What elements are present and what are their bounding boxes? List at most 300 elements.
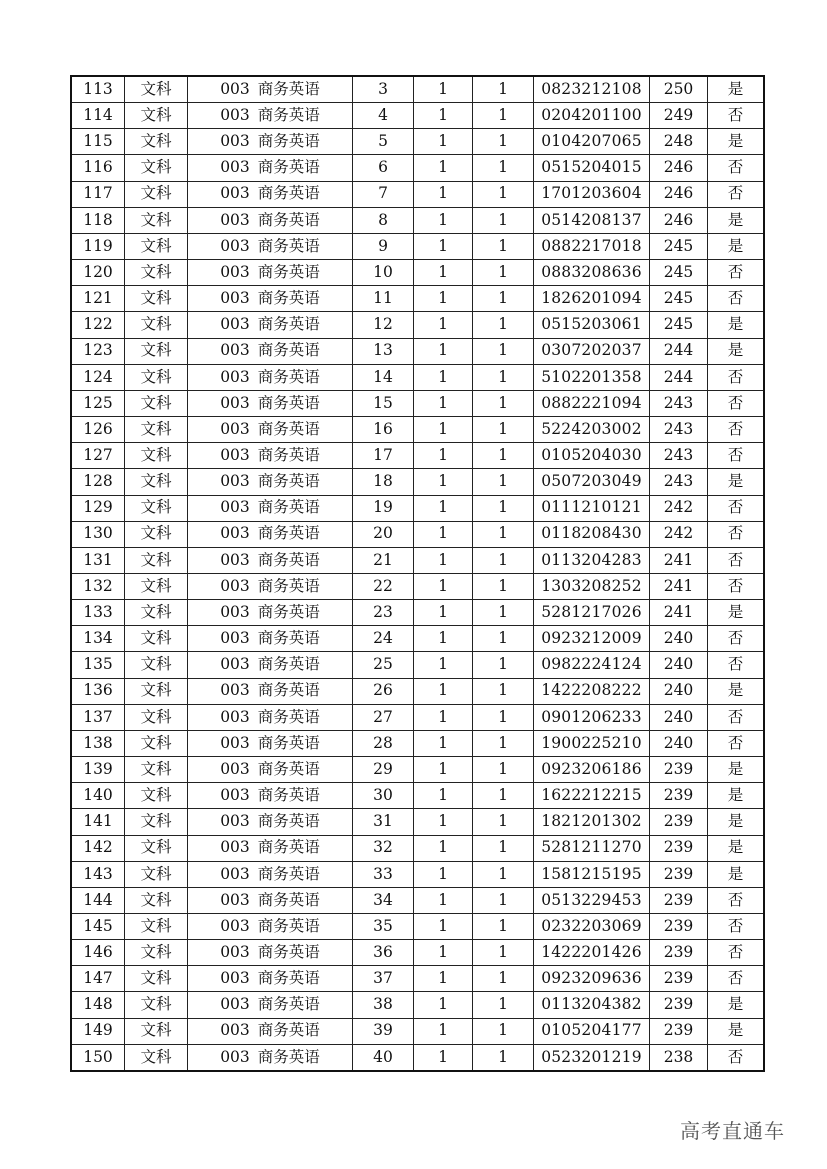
admission-list-sheet [70,75,755,1072]
rank-cell: 39 [353,1018,414,1044]
table-row [71,626,764,652]
major-code: 003 [220,602,250,621]
col-b-cell: 1 [473,233,534,259]
score-cell: 244 [650,338,708,364]
flag-cell: 是 [708,312,765,338]
table-row [71,757,764,783]
score-cell: 244 [650,364,708,390]
col-b-cell: 1 [473,678,534,704]
table-row [71,1018,764,1044]
exam-id-cell: 0514208137 [534,207,650,233]
col-b-cell: 1 [473,1018,534,1044]
col-b-cell: 1 [473,390,534,416]
major-code: 003 [220,367,250,386]
flag-cell: 否 [708,1044,765,1071]
category-cell: 文科 [125,495,188,521]
major-name: 商务英语 [257,655,320,674]
category-cell: 文科 [125,678,188,704]
seq-cell: 122 [71,312,125,338]
col-b-cell: 1 [473,547,534,573]
col-b-cell: 1 [473,181,534,207]
col-b-cell: 1 [473,469,534,495]
rank-cell: 3 [353,76,414,103]
major-cell [188,757,353,783]
major-cell [188,338,353,364]
major-code: 003 [220,158,250,177]
rank-cell: 29 [353,757,414,783]
col-a-cell: 1 [414,181,473,207]
seq-cell: 148 [71,992,125,1018]
flag-cell: 否 [708,443,765,469]
category-cell: 文科 [125,887,188,913]
major-cell [188,992,353,1018]
table-row [71,286,764,312]
table-row [71,443,764,469]
major-cell [188,103,353,129]
major-code: 003 [220,341,250,360]
major-cell [188,469,353,495]
rank-cell: 34 [353,887,414,913]
major-name: 商务英语 [257,812,320,831]
rank-cell: 32 [353,835,414,861]
flag-cell: 是 [708,861,765,887]
table-row [71,364,764,390]
major-cell [188,626,353,652]
exam-id-cell: 0113204283 [534,547,650,573]
flag-cell: 否 [708,704,765,730]
score-cell: 242 [650,521,708,547]
exam-id-cell: 1581215195 [534,861,650,887]
col-b-cell: 1 [473,338,534,364]
major-code: 003 [220,681,250,700]
category-cell: 文科 [125,207,188,233]
flag-cell: 否 [708,887,765,913]
score-cell: 246 [650,207,708,233]
exam-id-cell: 5281211270 [534,835,650,861]
major-name: 商务英语 [257,419,320,438]
rank-cell: 5 [353,129,414,155]
exam-id-cell: 0923206186 [534,757,650,783]
major-code: 003 [220,655,250,674]
score-cell: 245 [650,286,708,312]
rank-cell: 13 [353,338,414,364]
major-code: 003 [220,498,250,517]
rank-cell: 37 [353,966,414,992]
seq-cell: 138 [71,730,125,756]
table-row [71,469,764,495]
category-cell: 文科 [125,547,188,573]
table-row [71,887,764,913]
exam-id-cell: 5224203002 [534,417,650,443]
col-a-cell: 1 [414,155,473,181]
rank-cell: 20 [353,521,414,547]
rank-cell: 26 [353,678,414,704]
seq-cell: 132 [71,573,125,599]
rank-cell: 7 [353,181,414,207]
flag-cell: 否 [708,364,765,390]
col-a-cell: 1 [414,129,473,155]
category-cell: 文科 [125,1018,188,1044]
major-name: 商务英语 [257,602,320,621]
col-a-cell: 1 [414,364,473,390]
exam-id-cell: 1303208252 [534,573,650,599]
seq-cell: 123 [71,338,125,364]
major-name: 商务英语 [257,916,320,935]
exam-id-cell: 0515203061 [534,312,650,338]
major-cell [188,76,353,103]
seq-cell: 141 [71,809,125,835]
col-b-cell: 1 [473,312,534,338]
rank-cell: 16 [353,417,414,443]
col-b-cell: 1 [473,704,534,730]
col-a-cell: 1 [414,260,473,286]
flag-cell: 是 [708,835,765,861]
col-b-cell: 1 [473,155,534,181]
major-name: 商务英语 [257,446,320,465]
table-row [71,390,764,416]
rank-cell: 11 [353,286,414,312]
major-code: 003 [220,1047,250,1066]
table-row [71,966,764,992]
rank-cell: 19 [353,495,414,521]
col-a-cell: 1 [414,469,473,495]
score-cell: 250 [650,76,708,103]
rank-cell: 27 [353,704,414,730]
score-cell: 239 [650,887,708,913]
seq-cell: 140 [71,783,125,809]
exam-id-cell: 0515204015 [534,155,650,181]
major-cell [188,495,353,521]
category-cell: 文科 [125,417,188,443]
col-b-cell: 1 [473,730,534,756]
exam-id-cell: 0923209636 [534,966,650,992]
table-row [71,992,764,1018]
major-cell [188,652,353,678]
col-a-cell: 1 [414,809,473,835]
major-code: 003 [220,210,250,229]
exam-id-cell: 0513229453 [534,887,650,913]
exam-id-cell: 0204201100 [534,103,650,129]
major-cell [188,966,353,992]
major-code: 003 [220,629,250,648]
major-name: 商务英语 [257,995,320,1014]
table-row [71,861,764,887]
major-code: 003 [220,446,250,465]
major-cell [188,364,353,390]
seq-cell: 146 [71,940,125,966]
rank-cell: 21 [353,547,414,573]
category-cell: 文科 [125,704,188,730]
category-cell: 文科 [125,600,188,626]
major-name: 商务英语 [257,472,320,491]
seq-cell: 126 [71,417,125,443]
flag-cell: 否 [708,547,765,573]
col-b-cell: 1 [473,861,534,887]
score-cell: 239 [650,809,708,835]
table-row [71,652,764,678]
seq-cell: 149 [71,1018,125,1044]
major-name: 商务英语 [257,498,320,517]
col-a-cell: 1 [414,233,473,259]
seq-cell: 142 [71,835,125,861]
table-row [71,76,764,103]
col-a-cell: 1 [414,678,473,704]
category-cell: 文科 [125,966,188,992]
major-name: 商务英语 [257,942,320,961]
col-b-cell: 1 [473,521,534,547]
table-row [71,600,764,626]
exam-id-cell: 0105204177 [534,1018,650,1044]
exam-id-cell: 0307202037 [534,338,650,364]
col-a-cell: 1 [414,652,473,678]
col-b-cell: 1 [473,207,534,233]
flag-cell: 否 [708,286,765,312]
flag-cell: 是 [708,129,765,155]
major-code: 003 [220,289,250,308]
exam-id-cell: 1622212215 [534,783,650,809]
score-cell: 241 [650,573,708,599]
flag-cell: 否 [708,652,765,678]
major-name: 商务英语 [257,629,320,648]
col-a-cell: 1 [414,757,473,783]
major-code: 003 [220,812,250,831]
rank-cell: 35 [353,914,414,940]
category-cell: 文科 [125,103,188,129]
col-a-cell: 1 [414,390,473,416]
table-row [71,573,764,599]
exam-id-cell: 0823212108 [534,76,650,103]
exam-id-cell: 0111210121 [534,495,650,521]
category-cell: 文科 [125,233,188,259]
col-a-cell: 1 [414,1018,473,1044]
col-b-cell: 1 [473,76,534,103]
major-name: 商务英语 [257,550,320,569]
flag-cell: 否 [708,181,765,207]
major-name: 商务英语 [257,158,320,177]
score-cell: 240 [650,730,708,756]
table-row [71,1044,764,1071]
col-b-cell: 1 [473,914,534,940]
table-row [71,417,764,443]
col-a-cell: 1 [414,861,473,887]
category-cell: 文科 [125,652,188,678]
score-cell: 248 [650,129,708,155]
seq-cell: 129 [71,495,125,521]
col-b-cell: 1 [473,992,534,1018]
flag-cell: 是 [708,233,765,259]
major-cell [188,940,353,966]
table-row [71,783,764,809]
table-body [71,76,764,1071]
col-a-cell: 1 [414,730,473,756]
major-code: 003 [220,969,250,988]
major-code: 003 [220,942,250,961]
major-code: 003 [220,315,250,334]
flag-cell: 否 [708,966,765,992]
flag-cell: 否 [708,573,765,599]
major-code: 003 [220,419,250,438]
seq-cell: 133 [71,600,125,626]
exam-id-cell: 0104207065 [534,129,650,155]
score-cell: 240 [650,704,708,730]
major-name: 商务英语 [257,132,320,151]
major-cell [188,1018,353,1044]
category-cell: 文科 [125,76,188,103]
col-b-cell: 1 [473,103,534,129]
rank-cell: 38 [353,992,414,1018]
score-cell: 241 [650,547,708,573]
category-cell: 文科 [125,364,188,390]
col-a-cell: 1 [414,783,473,809]
score-cell: 245 [650,312,708,338]
rank-cell: 24 [353,626,414,652]
seq-cell: 128 [71,469,125,495]
major-name: 商务英语 [257,524,320,543]
table-row [71,940,764,966]
score-cell: 240 [650,626,708,652]
major-cell [188,417,353,443]
table-row [71,155,764,181]
major-name: 商务英语 [257,393,320,412]
seq-cell: 125 [71,390,125,416]
score-cell: 246 [650,155,708,181]
seq-cell: 117 [71,181,125,207]
col-b-cell: 1 [473,573,534,599]
col-b-cell: 1 [473,260,534,286]
major-name: 商务英语 [257,236,320,255]
major-code: 003 [220,707,250,726]
rank-cell: 40 [353,1044,414,1071]
col-a-cell: 1 [414,914,473,940]
exam-id-cell: 0507203049 [534,469,650,495]
exam-id-cell: 0901206233 [534,704,650,730]
seq-cell: 114 [71,103,125,129]
score-cell: 239 [650,940,708,966]
flag-cell: 是 [708,469,765,495]
major-name: 商务英语 [257,786,320,805]
major-name: 商务英语 [257,733,320,752]
col-a-cell: 1 [414,443,473,469]
flag-cell: 是 [708,783,765,809]
seq-cell: 124 [71,364,125,390]
rank-cell: 18 [353,469,414,495]
seq-cell: 145 [71,914,125,940]
category-cell: 文科 [125,286,188,312]
table-row [71,181,764,207]
col-b-cell: 1 [473,809,534,835]
exam-id-cell: 0882221094 [534,390,650,416]
col-b-cell: 1 [473,1044,534,1071]
category-cell: 文科 [125,521,188,547]
score-cell: 243 [650,443,708,469]
seq-cell: 144 [71,887,125,913]
category-cell: 文科 [125,260,188,286]
rank-cell: 33 [353,861,414,887]
major-code: 003 [220,393,250,412]
major-cell [188,181,353,207]
table-row [71,207,764,233]
category-cell: 文科 [125,626,188,652]
category-cell: 文科 [125,914,188,940]
major-code: 003 [220,105,250,124]
major-code: 003 [220,184,250,203]
watermark-text: 高考直通车 [680,1119,785,1143]
flag-cell: 是 [708,809,765,835]
flag-cell: 否 [708,417,765,443]
major-code: 003 [220,132,250,151]
category-cell: 文科 [125,573,188,599]
major-name: 商务英语 [257,210,320,229]
major-cell [188,390,353,416]
exam-id-cell: 1821201302 [534,809,650,835]
score-cell: 245 [650,260,708,286]
category-cell: 文科 [125,129,188,155]
score-cell: 240 [650,678,708,704]
rank-cell: 6 [353,155,414,181]
seq-cell: 147 [71,966,125,992]
major-name: 商务英语 [257,1047,320,1066]
admission-table [70,75,765,1072]
table-row [71,495,764,521]
category-cell: 文科 [125,443,188,469]
table-row [71,914,764,940]
score-cell: 239 [650,992,708,1018]
seq-cell: 130 [71,521,125,547]
exam-id-cell: 0882217018 [534,233,650,259]
col-a-cell: 1 [414,547,473,573]
score-cell: 239 [650,914,708,940]
flag-cell: 是 [708,207,765,233]
col-a-cell: 1 [414,76,473,103]
col-b-cell: 1 [473,887,534,913]
major-name: 商务英语 [257,289,320,308]
rank-cell: 4 [353,103,414,129]
major-code: 003 [220,262,250,281]
col-b-cell: 1 [473,783,534,809]
rank-cell: 9 [353,233,414,259]
major-cell [188,260,353,286]
category-cell: 文科 [125,312,188,338]
col-b-cell: 1 [473,286,534,312]
flag-cell: 是 [708,757,765,783]
major-code: 003 [220,759,250,778]
category-cell: 文科 [125,783,188,809]
category-cell: 文科 [125,940,188,966]
col-b-cell: 1 [473,652,534,678]
major-cell [188,730,353,756]
major-code: 003 [220,1021,250,1040]
rank-cell: 10 [353,260,414,286]
col-a-cell: 1 [414,704,473,730]
exam-id-cell: 0883208636 [534,260,650,286]
col-a-cell: 1 [414,626,473,652]
category-cell: 文科 [125,1044,188,1071]
table-row [71,260,764,286]
score-cell: 243 [650,417,708,443]
major-cell [188,809,353,835]
category-cell: 文科 [125,181,188,207]
score-cell: 239 [650,966,708,992]
score-cell: 239 [650,1018,708,1044]
seq-cell: 113 [71,76,125,103]
major-cell [188,600,353,626]
exam-id-cell: 1422208222 [534,678,650,704]
col-a-cell: 1 [414,966,473,992]
major-code: 003 [220,79,250,98]
flag-cell: 是 [708,76,765,103]
col-a-cell: 1 [414,207,473,233]
exam-id-cell: 0523201219 [534,1044,650,1071]
